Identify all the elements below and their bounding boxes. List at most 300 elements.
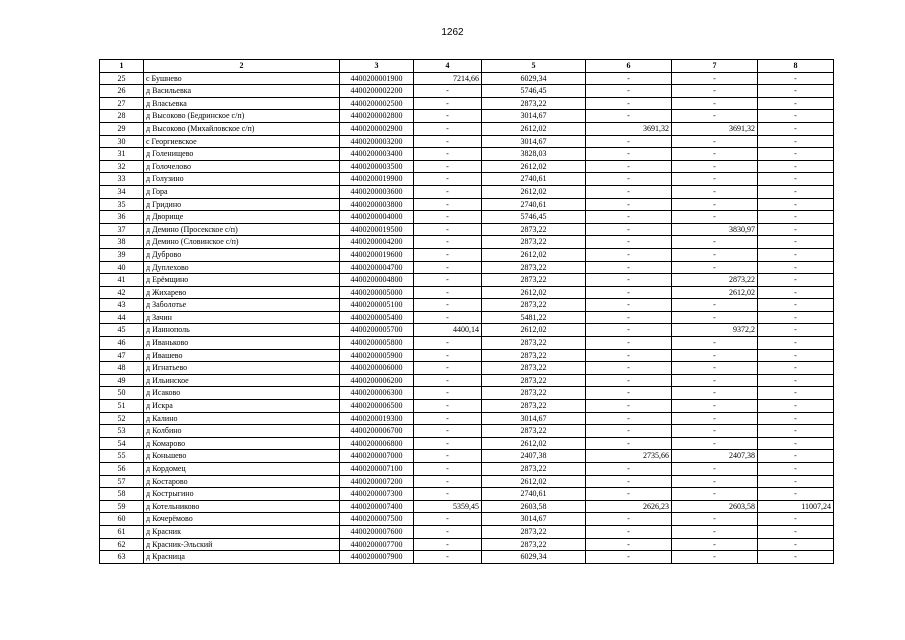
value-col-8: - bbox=[758, 110, 834, 123]
table-row bbox=[100, 387, 834, 400]
value-col-8: - bbox=[758, 400, 834, 413]
table-row bbox=[100, 500, 834, 513]
okato-code: 4400200006500 bbox=[340, 400, 414, 413]
row-number: 30 bbox=[100, 135, 144, 148]
row-number: 63 bbox=[100, 551, 144, 564]
settlement-name: д Заболотье bbox=[144, 299, 340, 312]
okato-code: 4400200003600 bbox=[340, 185, 414, 198]
settlement-name: д Дворище bbox=[144, 211, 340, 224]
table-row bbox=[100, 299, 834, 312]
table-row bbox=[100, 374, 834, 387]
page-number: 1262 bbox=[441, 27, 464, 38]
value-col-5: 2612,02 bbox=[482, 324, 586, 337]
value-col-4: - bbox=[414, 525, 482, 538]
value-col-4: - bbox=[414, 223, 482, 236]
table-row bbox=[100, 425, 834, 438]
value-col-8: - bbox=[758, 337, 834, 350]
value-col-6: - bbox=[586, 412, 672, 425]
value-col-4: - bbox=[414, 425, 482, 438]
okato-code: 4400200002800 bbox=[340, 110, 414, 123]
value-col-7: - bbox=[672, 349, 758, 362]
value-col-7: - bbox=[672, 148, 758, 161]
value-col-8: - bbox=[758, 387, 834, 400]
settlement-name: д Ивашево bbox=[144, 349, 340, 362]
value-col-7: - bbox=[672, 85, 758, 98]
value-col-6: - bbox=[586, 475, 672, 488]
okato-code: 4400200006800 bbox=[340, 437, 414, 450]
okato-code: 4400200005900 bbox=[340, 349, 414, 362]
table-row bbox=[100, 463, 834, 476]
settlement-name: с Бушнево bbox=[144, 72, 340, 85]
table-body bbox=[100, 72, 834, 563]
value-col-5: 2873,22 bbox=[482, 362, 586, 375]
table-row bbox=[100, 538, 834, 551]
value-col-7: - bbox=[672, 72, 758, 85]
settlement-name: д Красница bbox=[144, 551, 340, 564]
value-col-5: 2873,22 bbox=[482, 261, 586, 274]
settlement-name: д Дуплехово bbox=[144, 261, 340, 274]
table-row bbox=[100, 85, 834, 98]
value-col-4: - bbox=[414, 513, 482, 526]
value-col-5: 2873,22 bbox=[482, 425, 586, 438]
value-col-5: 2603,58 bbox=[482, 500, 586, 513]
value-col-4: - bbox=[414, 311, 482, 324]
value-col-5: 2873,22 bbox=[482, 400, 586, 413]
value-col-6: - bbox=[586, 374, 672, 387]
table-row bbox=[100, 236, 834, 249]
value-col-8: - bbox=[758, 122, 834, 135]
table-row bbox=[100, 135, 834, 148]
value-col-7: - bbox=[672, 437, 758, 450]
settlement-name: д Ильинское bbox=[144, 374, 340, 387]
value-col-7: - bbox=[672, 211, 758, 224]
value-col-6: - bbox=[586, 185, 672, 198]
table-row bbox=[100, 525, 834, 538]
value-col-8: 11007,24 bbox=[758, 500, 834, 513]
row-number: 49 bbox=[100, 374, 144, 387]
header-cell-3: 3 bbox=[340, 60, 414, 73]
row-number: 53 bbox=[100, 425, 144, 438]
value-col-8: - bbox=[758, 488, 834, 501]
row-number: 46 bbox=[100, 337, 144, 350]
table-row bbox=[100, 148, 834, 161]
value-col-5: 3014,67 bbox=[482, 513, 586, 526]
value-col-8: - bbox=[758, 349, 834, 362]
table-row bbox=[100, 185, 834, 198]
value-col-8: - bbox=[758, 185, 834, 198]
header-cell-7: 7 bbox=[672, 60, 758, 73]
value-col-4: - bbox=[414, 349, 482, 362]
okato-code: 4400200007900 bbox=[340, 551, 414, 564]
value-col-6: - bbox=[586, 425, 672, 438]
row-number: 41 bbox=[100, 274, 144, 287]
value-col-8: - bbox=[758, 299, 834, 312]
value-col-5: 2612,02 bbox=[482, 160, 586, 173]
table-row bbox=[100, 400, 834, 413]
value-col-7: 2612,02 bbox=[672, 286, 758, 299]
settlement-name: д Красник-Эльский bbox=[144, 538, 340, 551]
value-col-7: - bbox=[672, 160, 758, 173]
okato-code: 4400200004800 bbox=[340, 274, 414, 287]
value-col-4: - bbox=[414, 148, 482, 161]
value-col-4: - bbox=[414, 261, 482, 274]
row-number: 25 bbox=[100, 72, 144, 85]
okato-code: 4400200003400 bbox=[340, 148, 414, 161]
okato-code: 4400200005100 bbox=[340, 299, 414, 312]
value-col-4: 5359,45 bbox=[414, 500, 482, 513]
value-col-5: 2873,22 bbox=[482, 525, 586, 538]
value-col-6: - bbox=[586, 400, 672, 413]
value-col-6: - bbox=[586, 173, 672, 186]
table-row bbox=[100, 72, 834, 85]
value-col-7: - bbox=[672, 337, 758, 350]
okato-code: 4400200002900 bbox=[340, 122, 414, 135]
value-col-4: - bbox=[414, 488, 482, 501]
row-number: 31 bbox=[100, 148, 144, 161]
value-col-6: - bbox=[586, 525, 672, 538]
okato-code: 4400200007700 bbox=[340, 538, 414, 551]
value-col-8: - bbox=[758, 475, 834, 488]
row-number: 58 bbox=[100, 488, 144, 501]
table-row bbox=[100, 274, 834, 287]
value-col-4: - bbox=[414, 475, 482, 488]
row-number: 39 bbox=[100, 248, 144, 261]
value-col-7: - bbox=[672, 374, 758, 387]
value-col-6: - bbox=[586, 299, 672, 312]
header-cell-6: 6 bbox=[586, 60, 672, 73]
table-row bbox=[100, 412, 834, 425]
table-row bbox=[100, 211, 834, 224]
value-col-8: - bbox=[758, 286, 834, 299]
settlement-name: д Игнатьево bbox=[144, 362, 340, 375]
settlement-name: д Гридино bbox=[144, 198, 340, 211]
header-cell-8: 8 bbox=[758, 60, 834, 73]
okato-code: 4400200004200 bbox=[340, 236, 414, 249]
row-number: 47 bbox=[100, 349, 144, 362]
value-col-6: - bbox=[586, 311, 672, 324]
value-col-6: - bbox=[586, 551, 672, 564]
row-number: 40 bbox=[100, 261, 144, 274]
value-col-5: 2873,22 bbox=[482, 223, 586, 236]
value-col-8: - bbox=[758, 274, 834, 287]
settlement-name: д Гора bbox=[144, 185, 340, 198]
settlement-name: д Васильевка bbox=[144, 85, 340, 98]
row-number: 44 bbox=[100, 311, 144, 324]
okato-code: 4400200004700 bbox=[340, 261, 414, 274]
okato-code: 4400200003500 bbox=[340, 160, 414, 173]
settlement-name: д Кочерёмово bbox=[144, 513, 340, 526]
table-row bbox=[100, 437, 834, 450]
value-col-4: - bbox=[414, 236, 482, 249]
value-col-4: - bbox=[414, 97, 482, 110]
value-col-5: 3014,67 bbox=[482, 110, 586, 123]
value-col-7: - bbox=[672, 551, 758, 564]
value-col-7: - bbox=[672, 97, 758, 110]
settlement-name: д Демино (Просекское с/п) bbox=[144, 223, 340, 236]
value-col-7: - bbox=[672, 311, 758, 324]
value-col-5: 2612,02 bbox=[482, 122, 586, 135]
okato-code: 4400200007200 bbox=[340, 475, 414, 488]
row-number: 36 bbox=[100, 211, 144, 224]
okato-code: 4400200001900 bbox=[340, 72, 414, 85]
value-col-7: 2873,22 bbox=[672, 274, 758, 287]
value-col-4: 4400,14 bbox=[414, 324, 482, 337]
table-row bbox=[100, 475, 834, 488]
value-col-6: - bbox=[586, 387, 672, 400]
okato-code: 4400200005400 bbox=[340, 311, 414, 324]
value-col-5: 2873,22 bbox=[482, 97, 586, 110]
value-col-8: - bbox=[758, 311, 834, 324]
settlement-name: д Демино (Словинское с/п) bbox=[144, 236, 340, 249]
value-col-5: 3828,03 bbox=[482, 148, 586, 161]
settlement-name: с Георгиевское bbox=[144, 135, 340, 148]
value-col-5: 6029,34 bbox=[482, 551, 586, 564]
value-col-5: 2873,22 bbox=[482, 387, 586, 400]
value-col-8: - bbox=[758, 85, 834, 98]
value-col-4: - bbox=[414, 337, 482, 350]
value-col-7: 9372,2 bbox=[672, 324, 758, 337]
table-row bbox=[100, 173, 834, 186]
value-col-6: - bbox=[586, 85, 672, 98]
value-col-6: - bbox=[586, 437, 672, 450]
row-number: 59 bbox=[100, 500, 144, 513]
value-col-5: 6029,34 bbox=[482, 72, 586, 85]
row-number: 34 bbox=[100, 185, 144, 198]
okato-code: 4400200007600 bbox=[340, 525, 414, 538]
value-col-4: - bbox=[414, 211, 482, 224]
value-col-6: - bbox=[586, 72, 672, 85]
value-col-5: 2740,61 bbox=[482, 488, 586, 501]
value-col-7: - bbox=[672, 185, 758, 198]
value-col-7: - bbox=[672, 475, 758, 488]
header-cell-5: 5 bbox=[482, 60, 586, 73]
row-number: 26 bbox=[100, 85, 144, 98]
row-number: 56 bbox=[100, 463, 144, 476]
value-col-5: 2873,22 bbox=[482, 337, 586, 350]
value-col-5: 2873,22 bbox=[482, 274, 586, 287]
row-number: 62 bbox=[100, 538, 144, 551]
row-number: 45 bbox=[100, 324, 144, 337]
value-col-5: 2740,61 bbox=[482, 198, 586, 211]
table-row bbox=[100, 488, 834, 501]
value-col-6: - bbox=[586, 160, 672, 173]
value-col-4: - bbox=[414, 463, 482, 476]
value-col-4: - bbox=[414, 135, 482, 148]
data-table bbox=[99, 59, 834, 564]
value-col-7: - bbox=[672, 236, 758, 249]
value-col-7: - bbox=[672, 488, 758, 501]
row-number: 54 bbox=[100, 437, 144, 450]
settlement-name: д Ианнополь bbox=[144, 324, 340, 337]
value-col-8: - bbox=[758, 425, 834, 438]
value-col-4: - bbox=[414, 173, 482, 186]
value-col-7: - bbox=[672, 362, 758, 375]
value-col-5: 2740,61 bbox=[482, 173, 586, 186]
value-col-6: 2626,23 bbox=[586, 500, 672, 513]
value-col-7: 2603,58 bbox=[672, 500, 758, 513]
row-number: 52 bbox=[100, 412, 144, 425]
table-row bbox=[100, 450, 834, 463]
header-cell-2: 2 bbox=[144, 60, 340, 73]
value-col-5: 2873,22 bbox=[482, 374, 586, 387]
value-col-8: - bbox=[758, 160, 834, 173]
row-number: 42 bbox=[100, 286, 144, 299]
settlement-name: д Красник bbox=[144, 525, 340, 538]
value-col-7: - bbox=[672, 110, 758, 123]
okato-code: 4400200019500 bbox=[340, 223, 414, 236]
header-cell-4: 4 bbox=[414, 60, 482, 73]
value-col-8: - bbox=[758, 223, 834, 236]
okato-code: 4400200003200 bbox=[340, 135, 414, 148]
value-col-8: - bbox=[758, 513, 834, 526]
value-col-8: - bbox=[758, 135, 834, 148]
value-col-8: - bbox=[758, 538, 834, 551]
settlement-name: д Комарово bbox=[144, 437, 340, 450]
okato-code: 4400200003800 bbox=[340, 198, 414, 211]
value-col-8: - bbox=[758, 236, 834, 249]
okato-code: 4400200006000 bbox=[340, 362, 414, 375]
value-col-8: - bbox=[758, 261, 834, 274]
value-col-4: - bbox=[414, 387, 482, 400]
table-row bbox=[100, 223, 834, 236]
value-col-8: - bbox=[758, 198, 834, 211]
value-col-7: - bbox=[672, 513, 758, 526]
value-col-6: - bbox=[586, 274, 672, 287]
settlement-name: д Власьевка bbox=[144, 97, 340, 110]
table-row bbox=[100, 513, 834, 526]
value-col-7: - bbox=[672, 173, 758, 186]
value-col-6: - bbox=[586, 324, 672, 337]
okato-code: 4400200007100 bbox=[340, 463, 414, 476]
table-row bbox=[100, 110, 834, 123]
value-col-5: 2873,22 bbox=[482, 538, 586, 551]
okato-code: 4400200002200 bbox=[340, 85, 414, 98]
settlement-name: д Коньшево bbox=[144, 450, 340, 463]
value-col-7: - bbox=[672, 299, 758, 312]
row-number: 43 bbox=[100, 299, 144, 312]
value-col-5: 2612,02 bbox=[482, 437, 586, 450]
row-number: 50 bbox=[100, 387, 144, 400]
value-col-6: - bbox=[586, 286, 672, 299]
settlement-name: д Ерёмщино bbox=[144, 274, 340, 287]
value-col-8: - bbox=[758, 525, 834, 538]
value-col-8: - bbox=[758, 463, 834, 476]
row-number: 38 bbox=[100, 236, 144, 249]
value-col-6: - bbox=[586, 223, 672, 236]
value-col-7: - bbox=[672, 412, 758, 425]
okato-code: 4400200007300 bbox=[340, 488, 414, 501]
okato-code: 4400200019900 bbox=[340, 173, 414, 186]
value-col-5: 5481,22 bbox=[482, 311, 586, 324]
row-number: 60 bbox=[100, 513, 144, 526]
value-col-7: 3830,97 bbox=[672, 223, 758, 236]
value-col-4: - bbox=[414, 538, 482, 551]
value-col-8: - bbox=[758, 148, 834, 161]
value-col-4: - bbox=[414, 160, 482, 173]
value-col-5: 2407,38 bbox=[482, 450, 586, 463]
okato-code: 4400200006200 bbox=[340, 374, 414, 387]
value-col-6: - bbox=[586, 513, 672, 526]
value-col-4: - bbox=[414, 274, 482, 287]
value-col-5: 2873,22 bbox=[482, 463, 586, 476]
value-col-6: - bbox=[586, 211, 672, 224]
okato-code: 4400200005000 bbox=[340, 286, 414, 299]
settlement-name: д Иваньково bbox=[144, 337, 340, 350]
value-col-6: - bbox=[586, 488, 672, 501]
header-row bbox=[100, 60, 834, 73]
value-col-4: - bbox=[414, 299, 482, 312]
okato-code: 4400200007500 bbox=[340, 513, 414, 526]
table-row bbox=[100, 261, 834, 274]
settlement-name: д Голенищево bbox=[144, 148, 340, 161]
value-col-4: - bbox=[414, 286, 482, 299]
value-col-6: - bbox=[586, 110, 672, 123]
value-col-4: - bbox=[414, 85, 482, 98]
value-col-6: - bbox=[586, 349, 672, 362]
settlement-name: д Жихарево bbox=[144, 286, 340, 299]
value-col-7: - bbox=[672, 425, 758, 438]
value-col-7: - bbox=[672, 261, 758, 274]
okato-code: 4400200007400 bbox=[340, 500, 414, 513]
value-col-7: - bbox=[672, 248, 758, 261]
value-col-8: - bbox=[758, 450, 834, 463]
table-row bbox=[100, 324, 834, 337]
value-col-8: - bbox=[758, 551, 834, 564]
row-number: 27 bbox=[100, 97, 144, 110]
table-row bbox=[100, 198, 834, 211]
okato-code: 4400200005700 bbox=[340, 324, 414, 337]
value-col-7: - bbox=[672, 198, 758, 211]
value-col-7: - bbox=[672, 400, 758, 413]
value-col-8: - bbox=[758, 211, 834, 224]
value-col-6: - bbox=[586, 135, 672, 148]
value-col-8: - bbox=[758, 437, 834, 450]
value-col-5: 3014,67 bbox=[482, 412, 586, 425]
settlement-name: д Дуброво bbox=[144, 248, 340, 261]
row-number: 61 bbox=[100, 525, 144, 538]
value-col-8: - bbox=[758, 324, 834, 337]
settlement-name: д Котельниково bbox=[144, 500, 340, 513]
value-col-5: 2612,02 bbox=[482, 185, 586, 198]
value-col-6: - bbox=[586, 198, 672, 211]
value-col-8: - bbox=[758, 362, 834, 375]
value-col-5: 2612,02 bbox=[482, 286, 586, 299]
value-col-5: 2873,22 bbox=[482, 299, 586, 312]
value-col-8: - bbox=[758, 412, 834, 425]
table-row bbox=[100, 311, 834, 324]
value-col-4: 7214,66 bbox=[414, 72, 482, 85]
value-col-4: - bbox=[414, 198, 482, 211]
value-col-4: - bbox=[414, 551, 482, 564]
value-col-6: - bbox=[586, 538, 672, 551]
value-col-5: 2873,22 bbox=[482, 236, 586, 249]
value-col-8: - bbox=[758, 248, 834, 261]
row-number: 32 bbox=[100, 160, 144, 173]
okato-code: 4400200006300 bbox=[340, 387, 414, 400]
value-col-7: 2407,38 bbox=[672, 450, 758, 463]
value-col-4: - bbox=[414, 122, 482, 135]
value-col-6: 2735,66 bbox=[586, 450, 672, 463]
table-row bbox=[100, 248, 834, 261]
value-col-6: 3691,32 bbox=[586, 122, 672, 135]
row-number: 55 bbox=[100, 450, 144, 463]
table-row bbox=[100, 337, 834, 350]
table-row bbox=[100, 286, 834, 299]
table-row bbox=[100, 97, 834, 110]
value-col-4: - bbox=[414, 450, 482, 463]
settlement-name: д Искра bbox=[144, 400, 340, 413]
value-col-5: 3014,67 bbox=[482, 135, 586, 148]
